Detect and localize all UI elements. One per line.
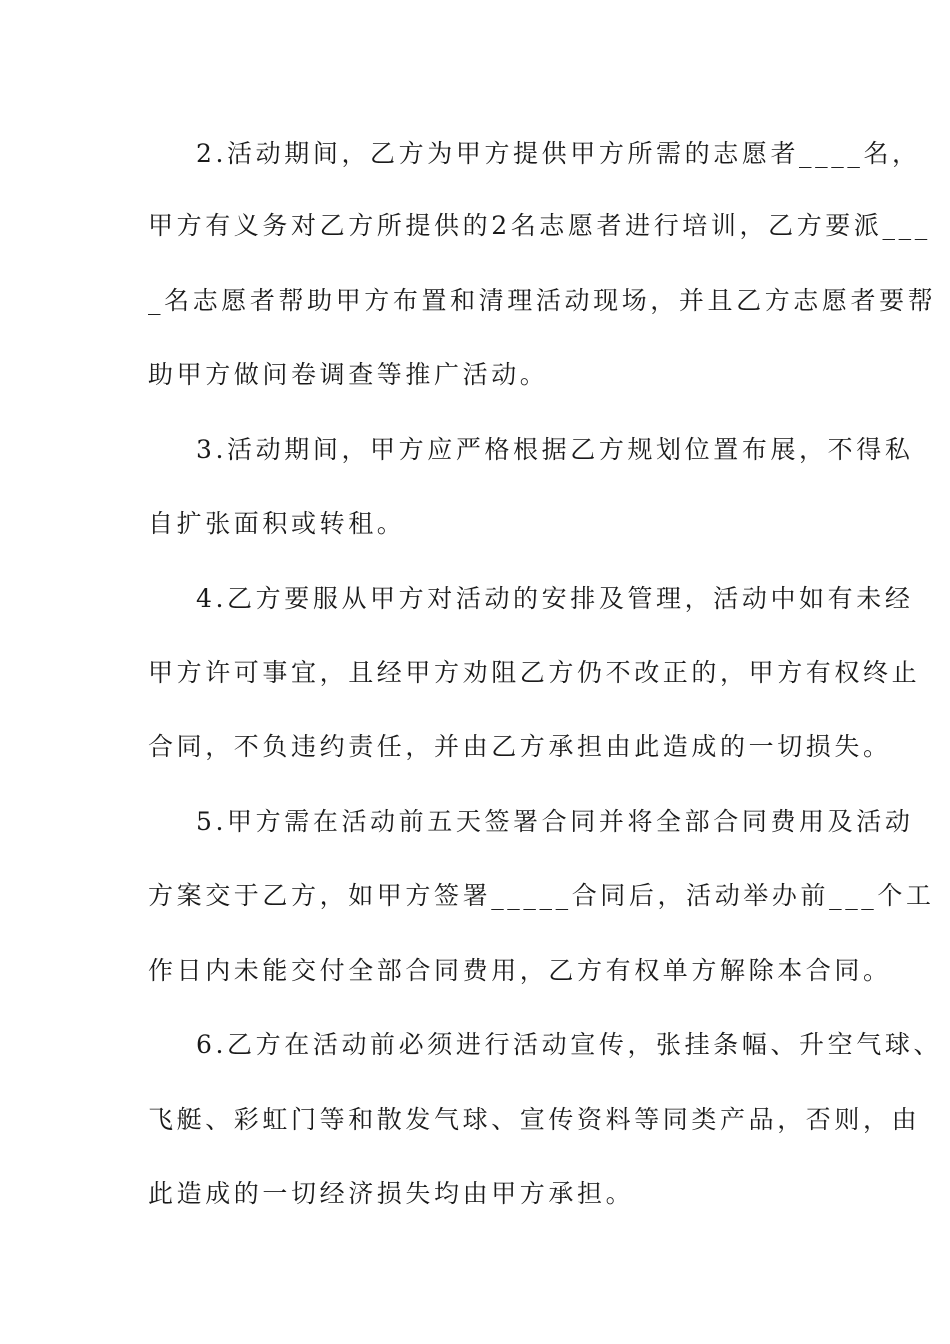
clause-2-line-4: 助甲方做问卷调查等推广活动。 (148, 360, 549, 389)
clause-5-line-1: 5.甲方需在活动前五天签署合同并将全部合同费用及活动 (196, 807, 914, 836)
clause-6-line-2: 飞艇、彩虹门等和散发气球、宣传资料等同类产品，否则，由 (148, 1105, 921, 1134)
clause-5-line-3: 作日内未能交付全部合同费用，乙方有权单方解除本合同。 (148, 956, 892, 985)
clause-3-line-1: 3.活动期间，甲方应严格根据乙方规划位置布展，不得私 (196, 435, 914, 464)
clause-2-line-1: 2.活动期间，乙方为甲方提供甲方所需的志愿者____名， (196, 139, 921, 168)
clause-4-line-2: 甲方许可事宜，且经甲方劝阻乙方仍不改正的，甲方有权终止 (148, 658, 921, 687)
clause-4-line-1: 4.乙方要服从甲方对活动的安排及管理，活动中如有未经 (196, 584, 914, 613)
clause-4-line-3: 合同，不负违约责任，并由乙方承担由此造成的一切损失。 (148, 732, 892, 761)
clause-2-line-3: _名志愿者帮助甲方布置和清理活动现场，并且乙方志愿者要帮 (148, 286, 937, 315)
clause-5-line-2: 方案交于乙方，如甲方签署_____合同后，活动举办前___个工 (148, 881, 935, 910)
clause-2-line-2: 甲方有义务对乙方所提供的2名志愿者进行培训，乙方要派___ (148, 211, 931, 240)
clause-3-line-2: 自扩张面积或转租。 (148, 509, 406, 538)
clause-6-line-3: 此造成的一切经济损失均由甲方承担。 (148, 1179, 635, 1208)
clause-6-line-1: 6.乙方在活动前必须进行活动宣传，张挂条幅、升空气球、 (196, 1030, 943, 1059)
